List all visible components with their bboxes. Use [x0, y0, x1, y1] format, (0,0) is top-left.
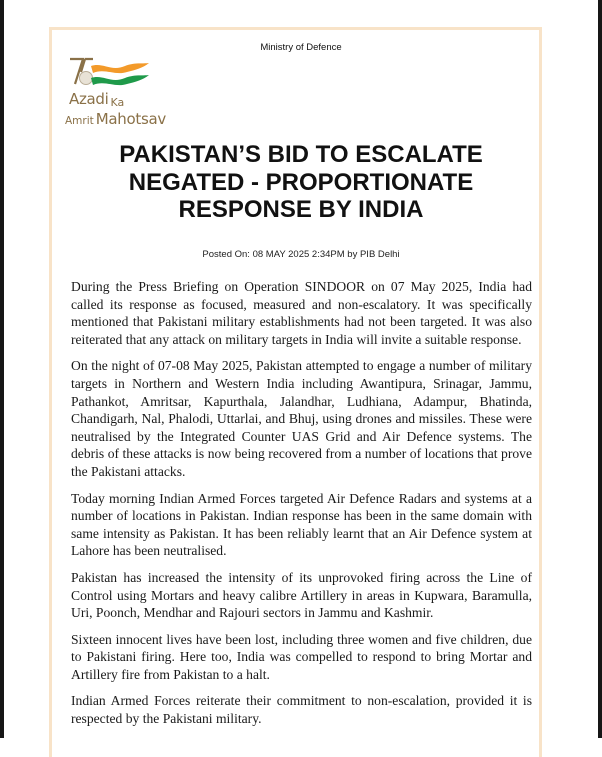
logo-text-ka: Ka — [110, 96, 125, 109]
right-edge-bar — [598, 0, 602, 738]
logo-row-azadi-ka — [69, 90, 124, 108]
logo-text-mahotsav: Mahotsav — [95, 110, 166, 128]
paragraph: During the Press Briefing on Operation SINDOOR on 07 May 2025, India had called its response as focused, measured and non-escalatory. It was specifically mentioned that Pakistani military establishments had not been targeted. It was also reiterated that any attack on military targets in India will invite a suitable response. — [71, 279, 532, 347]
page-title — [0, 141, 602, 224]
logo-row-amrit-mahotsav — [65, 110, 166, 128]
logo-green-wave-icon — [91, 75, 149, 85]
paragraph: Indian Armed Forces reiterate their commitment to non-escalation, provided it is respected by the Pakistani military. — [71, 693, 532, 727]
posted-on-line: Posted On: 08 MAY 2025 2:34PM by PIB Delhi — [202, 249, 400, 260]
ministry-heading: Ministry of Defence — [260, 42, 342, 53]
logo-text-amrit: Amrit — [65, 115, 94, 127]
logo-chakra-icon — [80, 72, 93, 85]
title-line: RESPONSE BY INDIA — [178, 196, 424, 223]
left-edge-bar — [0, 0, 4, 738]
logo-flag-icon — [63, 56, 183, 90]
paragraph: On the night of 07-08 May 2025, Pakistan attempted to engage a number of military targets in Northern and Western India including Awantipura, Srinagar, Jammu, Pathankot, Amritsar, Kapurthala, Jalandhar, Ludhiana, Adampur, Bhatinda, Chandigarh, Nal, Phalodi, Uttarlai, and Bhuj, using drones and missiles. These were neutralised by the Integrated Counter UAS Grid and Air Defence systems. The debris of these attacks is now being recovered from a number of locations that prove the Pakistani attacks. — [71, 358, 532, 479]
article-body — [71, 278, 532, 737]
paragraph: Today morning Indian Armed Forces targeted Air Defence Radars and systems at a number of locations in Pakistan. Indian response has been in the same domain with same intensity as Pakistan. It has been reliably learnt that an Air Defence system at Lahore has been neutralised. — [71, 490, 532, 559]
logo-saffron-wave-icon — [91, 63, 149, 73]
title-line: NEGATED - PROPORTIONATE — [128, 168, 474, 196]
logo-text-azadi: Azadi — [69, 90, 109, 108]
paragraph: Sixteen innocent lives have been lost, including three women and five children, due to Pakistani firing. Here too, India was compelled to respond to bring Mortar and Artillery fire from Pakistan to a halt. — [71, 631, 532, 682]
azadi-ka-amrit-mahotsav-logo — [63, 56, 183, 130]
title-line: PAKISTAN’S BID TO ESCALATE — [119, 141, 483, 168]
paragraph: Pakistan has increased the intensity of its unprovoked firing across the Line of Control using Mortars and heavy calibre Artillery in areas in Kupwara, Baramulla, Uri, Poonch, Mendhar and Rajouri sectors in Jammu and Kashmir. — [71, 569, 532, 621]
